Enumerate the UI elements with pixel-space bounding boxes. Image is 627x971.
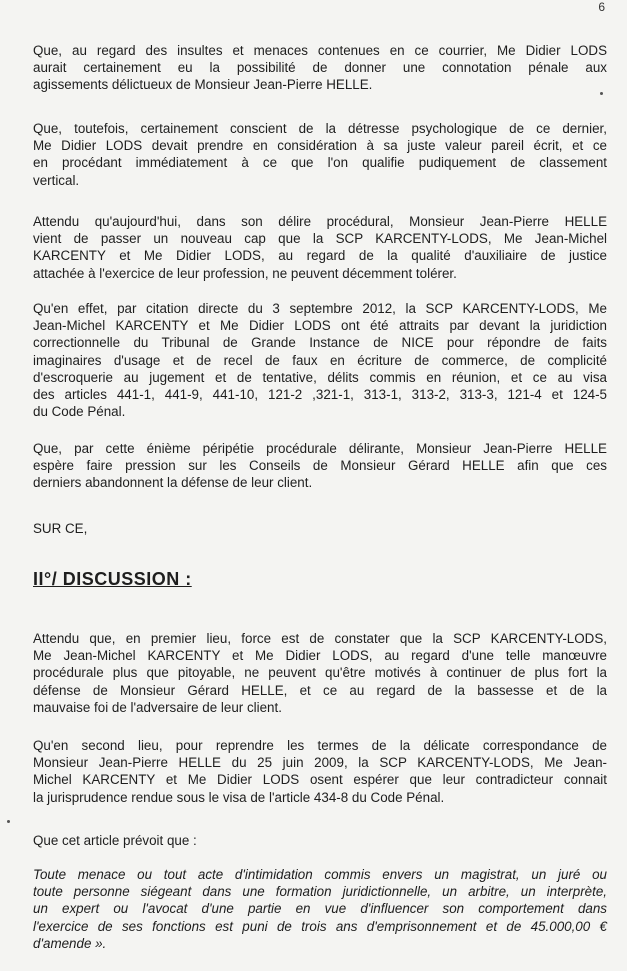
paragraph-premier-lieu — [33, 630, 607, 716]
text-line: derniers abandonnent la défense de leur client. — [33, 475, 313, 491]
page-number: 6 — [598, 0, 605, 14]
paragraph-enieme-peripetie — [33, 440, 607, 492]
text-line: Qu'en second lieu, pour reprendre les termes de la délicate correspondance de — [33, 738, 607, 753]
text-line: SUR CE, — [33, 521, 88, 536]
text-line: Que, par cette énième péripétie procédurale délirante, Monsieur Jean-Pierre HELLE — [33, 441, 607, 456]
text-line: l'exercice de ses fonctions est puni de trois ans d'emprisonnement et de 45.000,00 € — [33, 918, 607, 934]
scan-speck — [7, 820, 10, 823]
text-line: imaginaires d'usage et de recel de faux en écriture de commerce, de complicité — [33, 352, 607, 368]
text-line: Que cet article prévoit que : — [33, 833, 197, 848]
text-line: la jurisprudence rendue sous le visa de l'article 434-8 du Code Pénal. — [33, 789, 445, 805]
text-line: Attendu qu'aujourd'hui, dans son délire procédural, Monsieur Jean-Pierre HELLE — [33, 214, 607, 229]
paragraph-article-prevoit — [33, 832, 607, 849]
section-heading: II°/ DISCUSSION : — [33, 569, 192, 589]
paragraph-citation-directe — [33, 300, 607, 420]
scan-speck — [600, 92, 603, 95]
paragraph-sur-ce — [33, 520, 607, 537]
quoted-article-text — [33, 866, 607, 952]
text-line: Attendu que, en premier lieu, force est de constater que la SCP KARCENTY-LODS, — [33, 631, 607, 646]
text-line: Me Didier LODS devait prendre en considération à sa juste valeur pareil écrit, et ce — [33, 138, 607, 154]
text-line: mauvaise foi de l'adversaire de leur client. — [33, 699, 282, 715]
paragraph-toutefois — [33, 120, 607, 189]
text-line: espère faire pression sur les Conseils de Monsieur Gérard HELLE afin que ces — [33, 458, 607, 474]
text-line: KARCENTY et Me Didier LODS, au regard de la qualité d'auxiliaire de justice — [33, 248, 607, 264]
text-line: toute personne siégeant dans une formation juridictionnelle, un arbitre, un interprète, — [33, 884, 607, 900]
text-line: un expert ou l'avocat d'une partie en vue d'influencer son comportement dans — [33, 901, 607, 917]
text-line: défense de Monsieur Gérard HELLE, et ce au regard de la bassesse et de la — [33, 682, 607, 698]
text-line: d'escroquerie au jugement et de tentative, délits commis en réunion, et ce au visa — [33, 369, 607, 385]
text-line: du Code Pénal. — [33, 404, 126, 420]
paragraph-second-lieu — [33, 737, 607, 806]
text-line: procédurale plus que pitoyable, ne peuvent qu'être motivés à continuer de plus fort la — [33, 665, 607, 681]
text-line: vertical. — [33, 172, 80, 188]
paragraph-insultes — [33, 42, 607, 94]
paragraph-attendu-aujourdhui — [33, 213, 607, 282]
text-line: correctionnelle du Tribunal de Grande Instance de NICE pour répondre de faits — [33, 335, 607, 351]
text-line: Monsieur Jean-Pierre HELLE du 25 juin 2009, la SCP KARCENTY-LODS, Me Jean- — [33, 755, 607, 771]
text-line: en procédant immédiatement à ce que l'on qualifie pudiquement de classement — [33, 155, 607, 171]
text-line: Me Jean-Michel KARCENTY et Me Didier LODS, au regard d'une telle manœuvre — [33, 648, 607, 664]
text-line: attachée à l'exercice de leur profession, ne peuvent décemment tolérer. — [33, 265, 457, 281]
text-line: agissements délictueux de Monsieur Jean-Pierre HELLE. — [33, 77, 373, 93]
text-line: vient de passer un nouveau cap que la SCP KARCENTY-LODS, Me Jean-Michel — [33, 231, 607, 247]
text-line: Toute menace ou tout acte d'intimidation commis envers un magistrat, un juré ou — [33, 867, 607, 882]
text-line: Michel KARCENTY et Me Didier LODS osent espérer que leur contradicteur connait — [33, 772, 607, 788]
text-line: Jean-Michel KARCENTY et Me Didier LODS ont été attraits par devant la juridiction — [33, 318, 607, 334]
text-line: d'amende ». — [33, 935, 107, 951]
text-line: Qu'en effet, par citation directe du 3 septembre 2012, la SCP KARCENTY-LODS, Me — [33, 301, 607, 316]
text-line: Que, au regard des insultes et menaces contenues en ce courrier, Me Didier LODS — [33, 43, 607, 58]
text-line: des articles 441-1, 441-9, 441-10, 121-2 ,321-1, 313-1, 313-2, 313-3, 121-4 et 124-5 — [33, 387, 607, 403]
text-line: Que, toutefois, certainement conscient de la détresse psychologique de ce dernier, — [33, 121, 607, 136]
text-line: aurait certainement eu la possibilité de donner une connotation pénale aux — [33, 60, 607, 76]
